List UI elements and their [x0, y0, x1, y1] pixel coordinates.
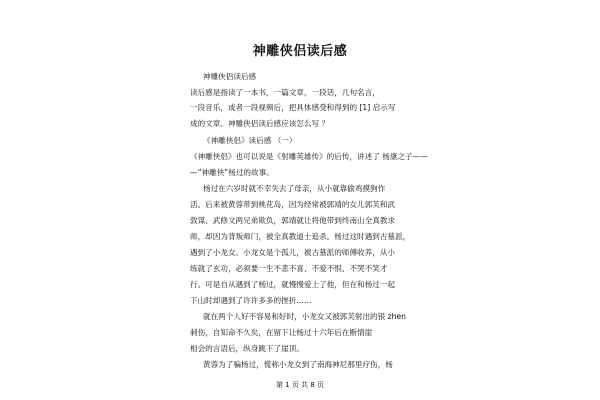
text-line: 遇到了小龙女。小龙女是个孤儿，被古墓派的师傅收养，从小: [190, 248, 396, 257]
text-line: 杨过在六岁时就不幸失去了母亲，从小就靠偷鸡摸狗作: [203, 184, 386, 193]
text-line: 相会的言语后，纵身跳下了崖顶。: [190, 344, 304, 353]
text-line: 《神雕侠侣》也可以说是《射雕英雄传》的后传，讲述了 杨康之子——: [190, 152, 428, 161]
text-line: 就在两个人好不容易和好时，小龙女又被郭芙射出的银 zhen: [203, 312, 406, 321]
text-line: 成的文章。神雕侠侣读后感应该怎么写 ？: [190, 119, 330, 128]
text-line: 读后感是指读了一本书，一篇文章，一段话，几句名言，: [190, 88, 380, 97]
text-line: 师，却因为背叛师门，被全真教道士追杀。杨过这时遇到古墓派，: [190, 232, 411, 241]
text-line: 刺伤，自知命不久矣，在留下让杨过十六年后在断情崖: [190, 328, 373, 337]
text-line: 神雕侠侣读后感: [203, 72, 257, 81]
page-number-footer: 第 1 页 共 8 页: [275, 381, 325, 389]
text-line: 练就了玄功，必须要一生不悲不喜、不爱不恨、不哭不笑才: [190, 264, 388, 273]
text-line: 下山时却遇到了许许多多的挫折……: [190, 296, 312, 305]
text-line: 敦谋、武修文两兄弟欺负，郭靖就让将他带到终南山全真教求: [190, 216, 396, 225]
text-line: 黄蓉为了骗杨过，慌称小龙女到了南海神尼那里疗伤，杨: [203, 360, 393, 369]
text-line: 活。后来被黄蓉带到桃花岛，因为经常被郭靖的女儿郭芙和武: [190, 200, 396, 209]
text-line: —“神雕侠”杨过的故事。: [190, 168, 274, 177]
text-line: 《神雕侠侣》读后感 （一）: [203, 136, 297, 145]
document-title: 神雕侠侣读后感: [252, 44, 348, 59]
text-line: 行。可是自从遇到了杨过，就慢慢爱上了他，但在和杨过一起: [190, 280, 396, 289]
text-line: 一段音乐，或者一段视频后，把具体感受和得到的 [1] 启示写: [190, 103, 396, 112]
